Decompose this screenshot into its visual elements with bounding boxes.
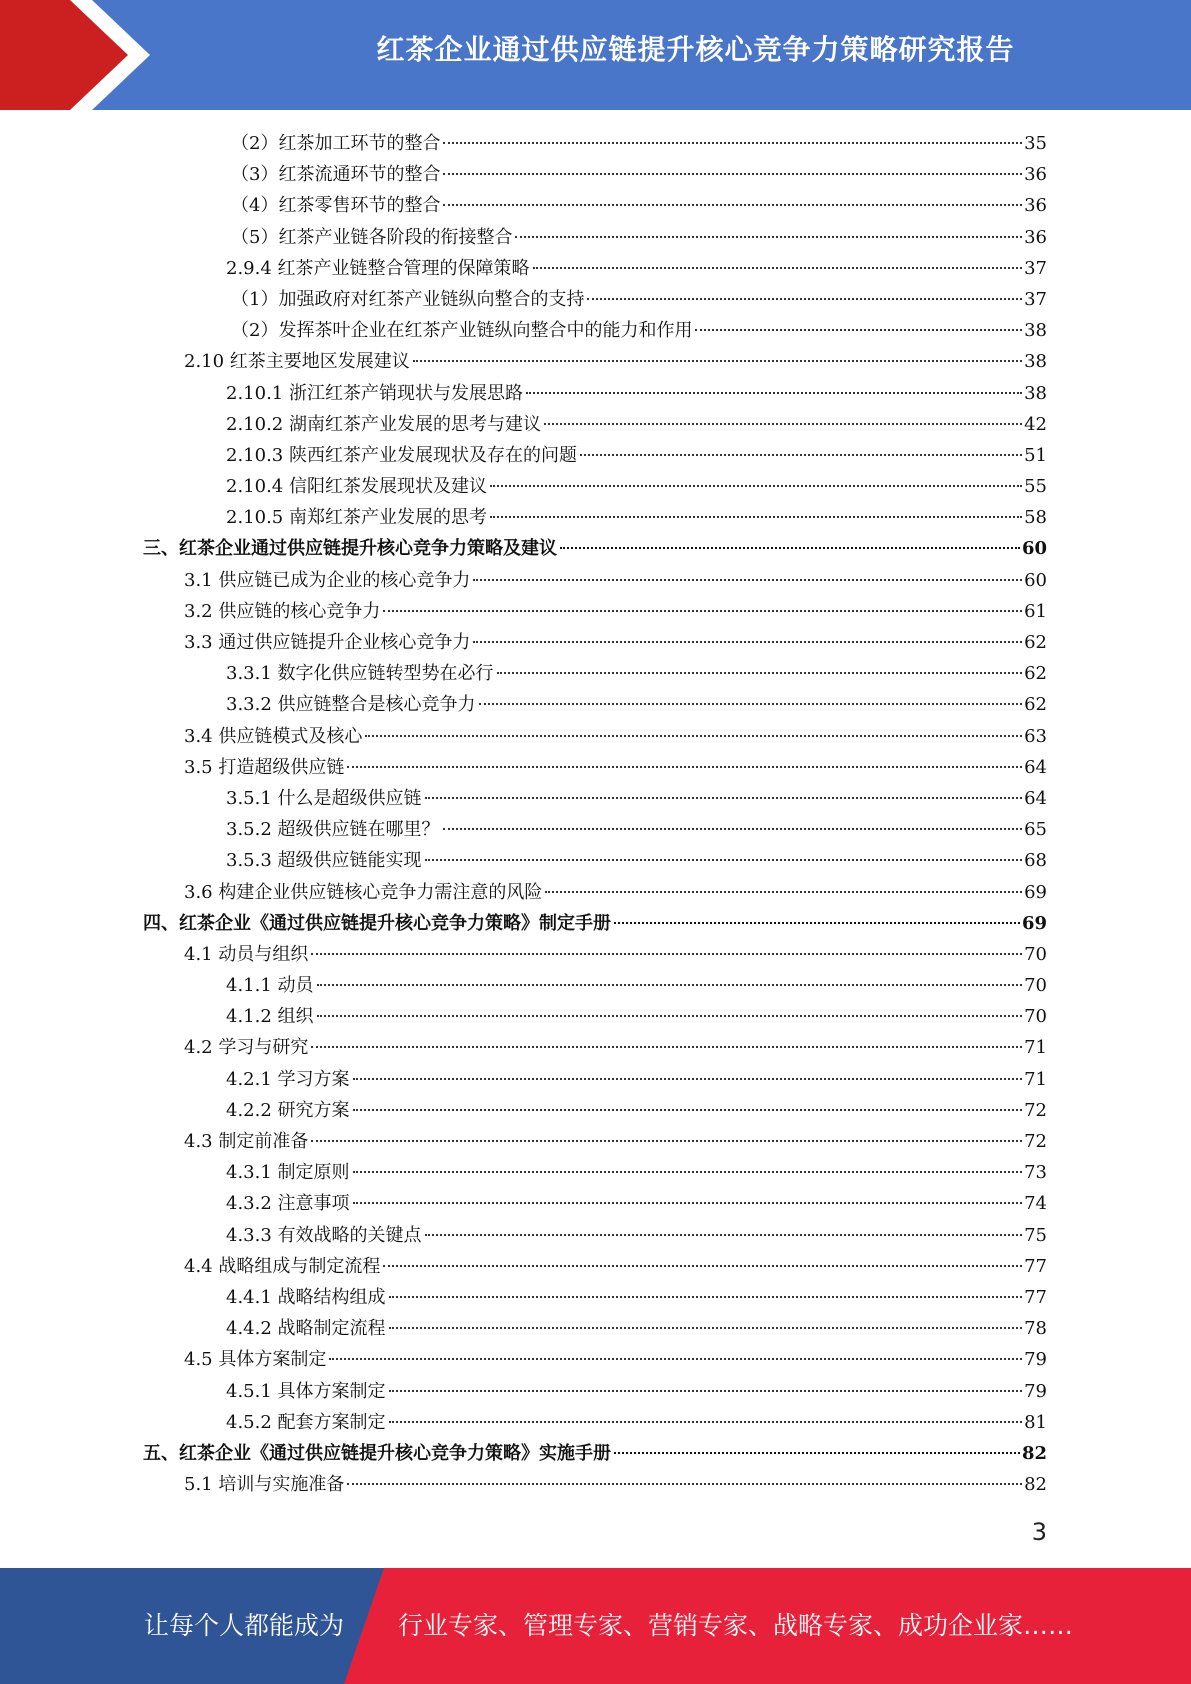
toc-entry[interactable] bbox=[0, 1001, 1191, 1032]
toc-dot-leader bbox=[317, 1015, 1023, 1017]
toc-entry[interactable] bbox=[0, 1064, 1191, 1095]
toc-entry-page: 62 bbox=[1024, 694, 1047, 716]
toc-entry[interactable] bbox=[0, 1220, 1191, 1251]
toc-dot-leader bbox=[560, 547, 1020, 549]
toc-dot-leader bbox=[311, 1046, 1022, 1048]
toc-entry[interactable] bbox=[0, 877, 1191, 908]
toc-entry[interactable] bbox=[0, 533, 1191, 564]
toc-entry[interactable] bbox=[0, 1157, 1191, 1188]
toc-entry-title: （2）发挥茶叶企业在红茶产业链纵向整合中的能力和作用 bbox=[231, 320, 693, 342]
toc-entry[interactable] bbox=[0, 378, 1191, 409]
toc-entry-page: 65 bbox=[1024, 819, 1047, 841]
toc-entry-page: 64 bbox=[1024, 787, 1047, 809]
toc-dot-leader bbox=[443, 204, 1022, 206]
toc-entry[interactable] bbox=[0, 440, 1191, 471]
toc-entry-page: 64 bbox=[1024, 756, 1047, 778]
toc-dot-leader bbox=[425, 797, 1023, 799]
toc-entry-page: 82 bbox=[1021, 1442, 1047, 1464]
toc-entry-title: 4.3.2 注意事项 bbox=[226, 1193, 350, 1215]
toc-entry-page: 73 bbox=[1024, 1162, 1047, 1184]
toc-entry-title: 2.9.4 红茶产业链整合管理的保障策略 bbox=[226, 257, 530, 279]
toc-entry-title: 4.5.2 配套方案制定 bbox=[226, 1411, 386, 1433]
toc-entry-title: 五、红茶企业《通过供应链提升核心竞争力策略》实施手册 bbox=[143, 1442, 611, 1464]
toc-entry[interactable] bbox=[0, 689, 1191, 720]
toc-entry-title: 4.3.3 有效战略的关键点 bbox=[226, 1224, 422, 1246]
toc-entry-title: （4）红茶零售环节的整合 bbox=[231, 195, 441, 217]
toc-entry-page: 60 bbox=[1021, 538, 1047, 560]
toc-dot-leader bbox=[544, 423, 1022, 425]
page-number: 3 bbox=[1031, 1518, 1047, 1546]
toc-entry-page: 37 bbox=[1024, 288, 1047, 310]
toc-entry-title: 3.5.3 超级供应链能实现 bbox=[226, 850, 422, 872]
toc-entry-title: 2.10.3 陕西红茶产业发展现状及存在的问题 bbox=[226, 444, 577, 466]
toc-entry-title: 3.2 供应链的核心竞争力 bbox=[184, 600, 381, 622]
toc-dot-leader bbox=[317, 984, 1023, 986]
toc-entry[interactable] bbox=[0, 908, 1191, 939]
toc-dot-leader bbox=[614, 922, 1020, 924]
toc-entry-title: 4.1.2 组织 bbox=[226, 1006, 314, 1028]
toc-dot-leader bbox=[389, 1390, 1023, 1392]
toc-dot-leader bbox=[353, 1202, 1023, 1204]
toc-entry-page: 51 bbox=[1024, 444, 1047, 466]
toc-dot-leader bbox=[425, 1234, 1023, 1236]
toc-entry-page: 72 bbox=[1024, 1099, 1047, 1121]
toc-dot-leader bbox=[347, 766, 1022, 768]
toc-entry[interactable] bbox=[0, 284, 1191, 315]
toc-entry-page: 68 bbox=[1024, 850, 1047, 872]
toc-entry-title: 2.10.1 浙江红茶产销现状与发展思路 bbox=[226, 382, 523, 404]
toc-dot-leader bbox=[365, 735, 1022, 737]
toc-entry-page: 58 bbox=[1024, 507, 1047, 529]
toc-entry-page: 79 bbox=[1024, 1380, 1047, 1402]
toc-entry[interactable] bbox=[0, 627, 1191, 658]
toc-entry[interactable] bbox=[0, 658, 1191, 689]
toc-entry-title: 3.5.2 超级供应链在哪里？ bbox=[226, 819, 440, 841]
toc-entry-page: 70 bbox=[1024, 1006, 1047, 1028]
toc-entry-title: 5.1 培训与实施准备 bbox=[184, 1474, 345, 1496]
toc-entry-title: 3.3.1 数字化供应链转型势在必行 bbox=[226, 663, 494, 685]
toc-entry-page: 35 bbox=[1024, 133, 1047, 154]
toc-entry-page: 38 bbox=[1024, 351, 1047, 373]
toc-entry-title: 4.2.2 研究方案 bbox=[226, 1099, 350, 1121]
toc-entry[interactable] bbox=[0, 409, 1191, 440]
toc-entry-page: 71 bbox=[1024, 1068, 1047, 1090]
toc-entry-page: 55 bbox=[1024, 476, 1047, 498]
toc-dot-leader bbox=[515, 236, 1022, 238]
toc-dot-leader bbox=[443, 142, 1022, 144]
footer-slogan-right: 行业专家、管理专家、营销专家、战略专家、成功企业家…… bbox=[398, 1611, 1074, 1640]
toc-entry-title: 3.3 通过供应链提升企业核心竞争力 bbox=[184, 632, 471, 653]
toc-entry[interactable] bbox=[0, 159, 1191, 190]
toc-entry[interactable] bbox=[0, 845, 1191, 876]
toc-entry[interactable] bbox=[0, 1032, 1191, 1063]
toc-entry[interactable] bbox=[0, 596, 1191, 627]
toc-entry-title: （3）红茶流通环节的整合 bbox=[231, 164, 441, 186]
toc-entry[interactable] bbox=[0, 783, 1191, 814]
toc-entry-title: 2.10 红茶主要地区发展建议 bbox=[184, 351, 410, 373]
report-title: 红茶企业通过供应链提升核心竞争力策略研究报告 bbox=[376, 33, 1015, 66]
toc-entry-page: 69 bbox=[1021, 912, 1047, 934]
toc-entry-title: 4.1 动员与组织 bbox=[184, 943, 309, 965]
toc-dot-leader bbox=[497, 672, 1023, 674]
toc-entry[interactable] bbox=[0, 1251, 1191, 1282]
toc-dot-leader bbox=[383, 610, 1022, 612]
toc-dot-leader bbox=[311, 953, 1022, 955]
toc-dot-leader bbox=[490, 485, 1022, 487]
toc-entry-title: 4.4 战略组成与制定流程 bbox=[184, 1255, 381, 1277]
toc-entry-title: 3.5 打造超级供应链 bbox=[184, 756, 345, 778]
toc-dot-leader bbox=[353, 1078, 1023, 1080]
toc-dot-leader bbox=[490, 516, 1022, 518]
table-of-contents bbox=[0, 128, 1191, 1500]
toc-entry-page: 37 bbox=[1024, 257, 1047, 279]
toc-entry[interactable] bbox=[0, 471, 1191, 502]
toc-dot-leader bbox=[353, 1109, 1023, 1111]
toc-dot-leader bbox=[413, 360, 1022, 362]
toc-entry-page: 81 bbox=[1024, 1411, 1047, 1433]
toc-entry-title: 4.3 制定前准备 bbox=[184, 1131, 309, 1152]
toc-entry-title: 3.6 构建企业供应链核心竞争力需注意的风险 bbox=[184, 881, 543, 903]
page-footer bbox=[0, 1568, 1191, 1684]
toc-entry-title: （5）红茶产业链各阶段的衔接整合 bbox=[231, 226, 513, 248]
header-arrow-decoration bbox=[0, 0, 160, 110]
toc-entry-page: 36 bbox=[1024, 164, 1047, 186]
toc-entry[interactable] bbox=[0, 1469, 1191, 1500]
toc-entry-title: 4.4.1 战略结构组成 bbox=[226, 1286, 386, 1308]
toc-entry-title: 3.3.2 供应链整合是核心竞争力 bbox=[226, 694, 476, 716]
toc-entry-title: 三、红茶企业通过供应链提升核心竞争力策略及建议 bbox=[143, 538, 557, 560]
toc-dot-leader bbox=[587, 298, 1022, 300]
toc-entry-page: 70 bbox=[1024, 943, 1047, 965]
toc-entry-title: 4.1.1 动员 bbox=[226, 975, 314, 997]
toc-entry[interactable] bbox=[0, 1376, 1191, 1407]
toc-entry[interactable] bbox=[0, 190, 1191, 221]
toc-entry[interactable] bbox=[0, 346, 1191, 377]
toc-dot-leader bbox=[389, 1296, 1023, 1298]
toc-entry[interactable] bbox=[0, 1344, 1191, 1375]
toc-entry-title: 3.4 供应链模式及核心 bbox=[184, 725, 363, 747]
toc-dot-leader bbox=[389, 1421, 1023, 1423]
toc-entry-title: 3.1 供应链已成为企业的核心竞争力 bbox=[184, 569, 471, 591]
page-header bbox=[0, 0, 1191, 110]
toc-entry-title: 4.2 学习与研究 bbox=[184, 1037, 309, 1059]
toc-entry-title: 4.4.2 战略制定流程 bbox=[226, 1318, 386, 1340]
toc-entry-page: 60 bbox=[1024, 569, 1047, 591]
toc-entry-page: 82 bbox=[1024, 1474, 1047, 1496]
toc-dot-leader bbox=[479, 703, 1023, 705]
toc-entry[interactable] bbox=[0, 1438, 1191, 1469]
toc-entry-title: 2.10.5 南郑红茶产业发展的思考 bbox=[226, 507, 487, 529]
toc-entry-page: 69 bbox=[1024, 881, 1047, 903]
toc-entry[interactable] bbox=[0, 315, 1191, 346]
toc-dot-leader bbox=[347, 1483, 1022, 1485]
toc-entry[interactable] bbox=[0, 1188, 1191, 1219]
toc-dot-leader bbox=[353, 1171, 1023, 1173]
toc-entry-page: 71 bbox=[1024, 1037, 1047, 1059]
toc-entry[interactable] bbox=[0, 970, 1191, 1001]
toc-entry-title: 4.2.1 学习方案 bbox=[226, 1068, 350, 1090]
toc-entry[interactable] bbox=[0, 721, 1191, 752]
toc-entry[interactable] bbox=[0, 1313, 1191, 1344]
toc-entry-page: 78 bbox=[1024, 1318, 1047, 1340]
toc-dot-leader bbox=[389, 1327, 1023, 1329]
toc-entry-title: 4.3.1 制定原则 bbox=[226, 1162, 350, 1184]
toc-dot-leader bbox=[311, 1140, 1022, 1142]
toc-entry[interactable] bbox=[0, 939, 1191, 970]
toc-entry[interactable] bbox=[0, 128, 1191, 159]
toc-dot-leader bbox=[526, 392, 1022, 394]
toc-entry-page: 63 bbox=[1024, 725, 1047, 747]
toc-entry-page: 36 bbox=[1024, 195, 1047, 217]
toc-entry-page: 38 bbox=[1024, 320, 1047, 342]
toc-dot-leader bbox=[533, 267, 1023, 269]
toc-dot-leader bbox=[614, 1452, 1020, 1454]
toc-entry-title: 2.10.2 湖南红茶产业发展的思考与建议 bbox=[226, 413, 541, 435]
toc-dot-leader bbox=[383, 1265, 1022, 1267]
toc-entry[interactable] bbox=[0, 565, 1191, 596]
toc-entry-title: 四、红茶企业《通过供应链提升核心竞争力策略》制定手册 bbox=[143, 912, 611, 934]
toc-entry-page: 77 bbox=[1024, 1286, 1047, 1308]
toc-entry[interactable] bbox=[0, 1282, 1191, 1313]
toc-entry-title: 3.5.1 什么是超级供应链 bbox=[226, 787, 422, 809]
toc-entry-page: 62 bbox=[1024, 632, 1047, 653]
toc-dot-leader bbox=[545, 891, 1022, 893]
toc-entry-page: 42 bbox=[1024, 413, 1047, 435]
toc-entry[interactable] bbox=[0, 814, 1191, 845]
toc-entry-page: 36 bbox=[1024, 226, 1047, 248]
toc-dot-leader bbox=[580, 454, 1022, 456]
toc-dot-leader bbox=[473, 641, 1022, 643]
toc-dot-leader bbox=[695, 329, 1022, 331]
toc-entry[interactable] bbox=[0, 1095, 1191, 1126]
toc-entry-page: 62 bbox=[1024, 663, 1047, 685]
toc-dot-leader bbox=[425, 859, 1023, 861]
toc-entry-page: 75 bbox=[1024, 1224, 1047, 1246]
footer-slogan-left: 让每个人都能成为 bbox=[144, 1611, 345, 1640]
toc-dot-leader bbox=[443, 828, 1023, 830]
toc-entry[interactable] bbox=[0, 222, 1191, 253]
toc-entry[interactable] bbox=[0, 1407, 1191, 1438]
toc-entry[interactable] bbox=[0, 752, 1191, 783]
toc-entry-title: 4.5.1 具体方案制定 bbox=[226, 1380, 386, 1402]
toc-entry-title: （1）加强政府对红茶产业链纵向整合的支持 bbox=[231, 288, 585, 310]
toc-entry-title: （2）红茶加工环节的整合 bbox=[231, 133, 441, 154]
toc-entry[interactable] bbox=[0, 1126, 1191, 1157]
toc-entry-page: 38 bbox=[1024, 382, 1047, 404]
toc-entry[interactable] bbox=[0, 502, 1191, 533]
toc-entry-page: 72 bbox=[1024, 1131, 1047, 1152]
toc-dot-leader bbox=[329, 1358, 1022, 1360]
toc-entry-title: 4.5 具体方案制定 bbox=[184, 1349, 327, 1371]
toc-entry-page: 70 bbox=[1024, 975, 1047, 997]
toc-entry-page: 77 bbox=[1024, 1255, 1047, 1277]
toc-entry-page: 79 bbox=[1024, 1349, 1047, 1371]
toc-dot-leader bbox=[473, 579, 1022, 581]
toc-entry[interactable] bbox=[0, 253, 1191, 284]
toc-entry-page: 61 bbox=[1024, 600, 1047, 622]
toc-entry-title: 2.10.4 信阳红茶发展现状及建议 bbox=[226, 476, 487, 498]
toc-entry-page: 74 bbox=[1024, 1193, 1047, 1215]
toc-dot-leader bbox=[443, 173, 1022, 175]
